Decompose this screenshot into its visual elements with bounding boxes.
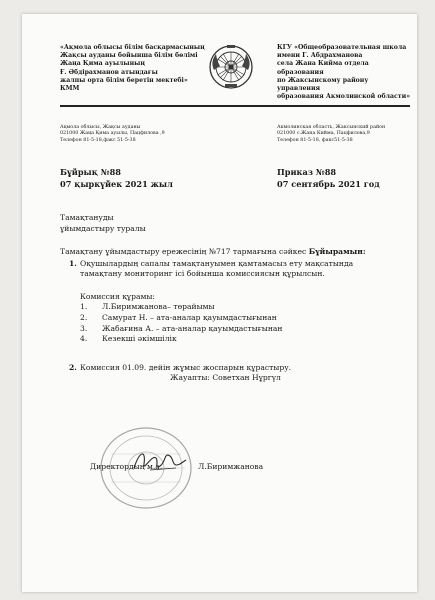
commission-title: Комиссия құрамы: — [80, 291, 155, 301]
address-right — [277, 125, 412, 144]
member-number: 1. — [80, 302, 88, 312]
header-left-kazakh — [60, 44, 210, 93]
order-body — [60, 247, 412, 384]
commission-list — [60, 292, 412, 345]
address-line: Акмолинская область, Жаксынский район — [277, 125, 386, 130]
order-date: 07 қыркүйек 2021 жыл — [60, 179, 173, 189]
order-number-russian — [277, 166, 380, 190]
address-line: Телефон 81-5-18, факс51-5-38 — [277, 137, 353, 143]
subject-line: Тамақтануды — [60, 213, 114, 222]
member-text: Л.Биримжанова– төрайымы — [102, 302, 215, 312]
header-left-line: жалпы орта білім беретін мектебі» — [60, 76, 188, 84]
header-left-line: Жақсы ауданы бойынша білім бөлімі — [60, 52, 198, 60]
member-text: Кезекші әкімшілік — [102, 334, 177, 344]
address-line: Телефон 81-5-18,факс 51-5-38 — [60, 137, 136, 143]
document-page — [22, 14, 417, 592]
header-right-line: образования Акмолинской области» — [277, 93, 411, 101]
order-title: Приказ №88 — [277, 167, 337, 177]
item-text-line: Комиссия 01.09. дейін жұмыс жоспарын құрастыру. — [80, 362, 292, 372]
commission-member — [80, 302, 412, 313]
member-number: 2. — [80, 312, 88, 322]
header-right-line: имени Г. Абдрахманова — [277, 52, 363, 60]
commission-member — [80, 324, 412, 335]
address-line: Ақмола облысы, Жақсы ауданы — [60, 125, 141, 130]
member-text: Самурат Н. – ата-аналар қауымдастығынан — [102, 312, 277, 322]
item-text-line: тамақтану мониторинг ісі бойынша комиссиясын құрылсын. — [80, 269, 325, 279]
signature-block — [90, 461, 390, 472]
header-divider — [60, 105, 410, 107]
order-item-2 — [60, 363, 412, 384]
subject-line: ұйымдастыру туралы — [60, 224, 146, 233]
header-left-line: «Ақмола облысы білім басқармасының — [60, 44, 205, 51]
header-left-line: КММ — [60, 85, 80, 93]
item-text-line: Оқушылардың сапалы тамақтануымен қамтамасыз ету мақсатында — [80, 258, 354, 268]
intro-order-word: Бұйырамын: — [308, 247, 366, 256]
commission-member — [80, 313, 412, 324]
member-number: 4. — [80, 334, 88, 344]
header-left-line: Ғ. Әбдірахманов атындағы — [60, 68, 158, 76]
header-right-line: села Жана Кийма отдела образования — [277, 60, 369, 76]
address-line: 021000 с.Жана Кийма, Пацфилова,9 — [277, 131, 370, 137]
commission-member — [80, 334, 412, 345]
header-right-line: по Жаксынскому району управления — [277, 76, 369, 93]
state-emblem-icon — [208, 44, 254, 90]
order-date: 07 сентябрь 2021 год — [277, 179, 380, 189]
member-text: Жабағина А. – ата-аналар қауымдастығынан — [102, 323, 283, 333]
order-item-1 — [60, 259, 412, 280]
item-number: 1. — [69, 258, 77, 268]
header-right-russian — [277, 44, 412, 101]
order-subject — [60, 212, 146, 234]
address-line: 021000 Жаңа Қима ауылы, Пацфилова ,9 — [60, 131, 165, 137]
responsible-person: Жауапты: Советхан Нұргүл — [170, 373, 281, 383]
header-right-line: КГУ «Общеобразовательная школа — [277, 44, 407, 51]
order-intro — [60, 247, 412, 258]
intro-text: Тамақтану ұйымдастыру ережесінің №717 тармағына сәйкес — [60, 247, 307, 256]
header-left-line: Жаңа Қима ауылының — [60, 60, 145, 68]
order-title: Бұйрық №88 — [60, 167, 121, 177]
order-number-kazakh — [60, 166, 173, 190]
signer-role: Директордың м.а. — [90, 462, 163, 471]
signer-name: Л.Биримжанова — [198, 462, 264, 471]
address-left — [60, 125, 210, 144]
member-number: 3. — [80, 323, 88, 333]
item-number: 2. — [69, 362, 77, 372]
